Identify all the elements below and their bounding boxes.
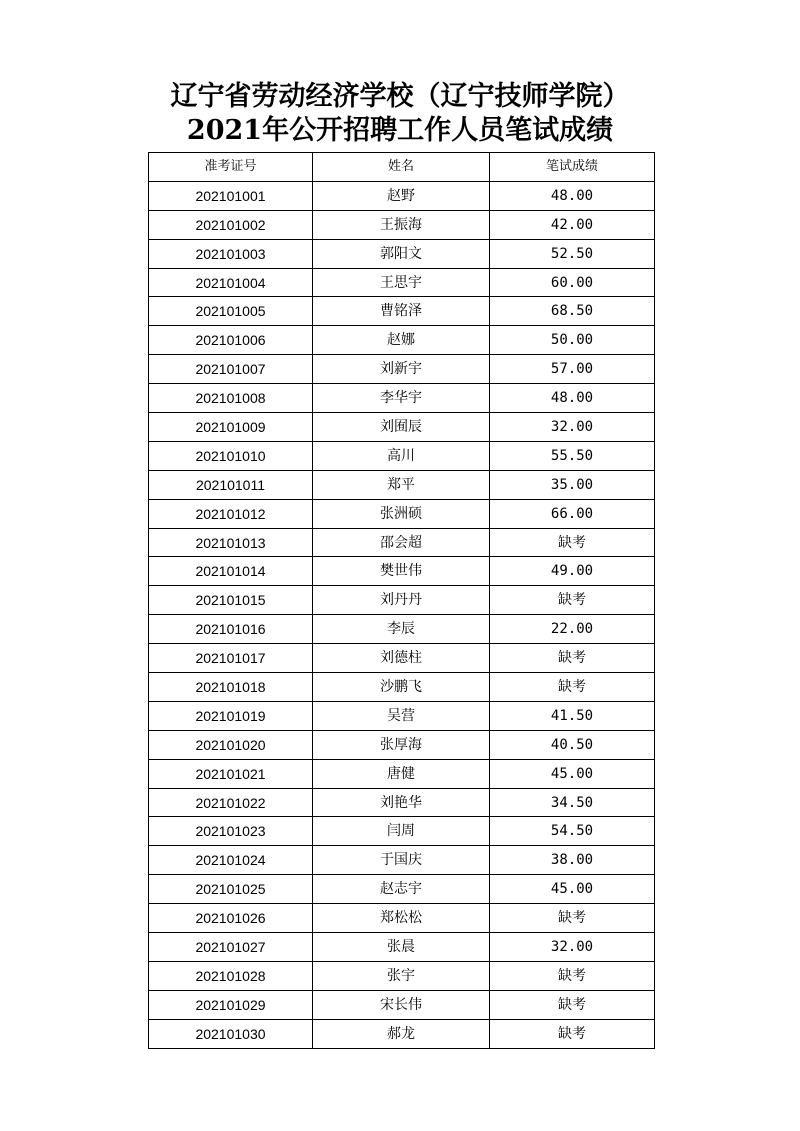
score-cell: 57.00 (490, 355, 655, 384)
table-row (149, 846, 655, 875)
exam-number-cell: 202101012 (149, 499, 313, 528)
name-cell: 刘新宇 (313, 355, 490, 384)
exam-number-cell: 202101021 (149, 759, 313, 788)
score-cell: 缺考 (490, 961, 655, 990)
table-row (149, 961, 655, 990)
page-subtitle: 2021年公开招聘工作人员笔试成绩 (186, 115, 614, 146)
name-cell: 张晨 (313, 933, 490, 962)
exam-number-cell: 202101004 (149, 268, 313, 297)
name-cell: 吴营 (313, 701, 490, 730)
exam-number-cell: 202101013 (149, 528, 313, 557)
exam-number-cell: 202101006 (149, 326, 313, 355)
table-row (149, 239, 655, 268)
table-row (149, 759, 655, 788)
table-row (149, 413, 655, 442)
table-row (149, 701, 655, 730)
score-cell: 缺考 (490, 528, 655, 557)
header-score: 笔试成绩 (490, 153, 655, 182)
name-cell: 刘德柱 (313, 644, 490, 673)
table-row (149, 268, 655, 297)
score-cell: 45.00 (490, 759, 655, 788)
score-cell: 32.00 (490, 933, 655, 962)
name-cell: 郭阳文 (313, 239, 490, 268)
name-cell: 沙鹏飞 (313, 673, 490, 702)
name-cell: 张洲硕 (313, 499, 490, 528)
score-cell: 38.00 (490, 846, 655, 875)
table-row (149, 441, 655, 470)
name-cell: 李华宇 (313, 384, 490, 413)
score-cell: 35.00 (490, 470, 655, 499)
score-table (148, 152, 655, 1049)
score-cell: 55.50 (490, 441, 655, 470)
table-row (149, 644, 655, 673)
table-row (149, 673, 655, 702)
name-cell: 赵娜 (313, 326, 490, 355)
table-row (149, 384, 655, 413)
exam-number-cell: 202101017 (149, 644, 313, 673)
table-row (149, 904, 655, 933)
name-cell: 郑松松 (313, 904, 490, 933)
table-row (149, 355, 655, 384)
table-header-row (149, 153, 655, 182)
name-cell: 刘丹丹 (313, 586, 490, 615)
exam-number-cell: 202101029 (149, 990, 313, 1019)
score-cell: 48.00 (490, 384, 655, 413)
exam-number-cell: 202101001 (149, 181, 313, 210)
header-name: 姓名 (313, 153, 490, 182)
exam-number-cell: 202101030 (149, 1019, 313, 1048)
score-cell: 66.00 (490, 499, 655, 528)
exam-number-cell: 202101018 (149, 673, 313, 702)
header-exam-number: 准考证号 (149, 153, 313, 182)
score-cell: 54.50 (490, 817, 655, 846)
score-cell: 49.00 (490, 557, 655, 586)
table-row (149, 1019, 655, 1048)
exam-number-cell: 202101026 (149, 904, 313, 933)
score-cell: 34.50 (490, 788, 655, 817)
table-row (149, 817, 655, 846)
exam-number-cell: 202101015 (149, 586, 313, 615)
exam-number-cell: 202101024 (149, 846, 313, 875)
name-cell: 赵志宇 (313, 875, 490, 904)
name-cell: 刘艳华 (313, 788, 490, 817)
name-cell: 宋长伟 (313, 990, 490, 1019)
exam-number-cell: 202101008 (149, 384, 313, 413)
score-cell: 48.00 (490, 181, 655, 210)
name-cell: 刘囿辰 (313, 413, 490, 442)
exam-number-cell: 202101028 (149, 961, 313, 990)
exam-number-cell: 202101023 (149, 817, 313, 846)
table-row (149, 297, 655, 326)
score-cell: 68.50 (490, 297, 655, 326)
exam-number-cell: 202101014 (149, 557, 313, 586)
score-cell: 40.50 (490, 730, 655, 759)
score-cell: 42.00 (490, 210, 655, 239)
name-cell: 郝龙 (313, 1019, 490, 1048)
table-row (149, 730, 655, 759)
score-cell: 52.50 (490, 239, 655, 268)
exam-number-cell: 202101003 (149, 239, 313, 268)
score-cell: 缺考 (490, 644, 655, 673)
name-cell: 高川 (313, 441, 490, 470)
table-row (149, 586, 655, 615)
name-cell: 邵会超 (313, 528, 490, 557)
table-row (149, 470, 655, 499)
score-cell: 缺考 (490, 1019, 655, 1048)
score-cell: 45.00 (490, 875, 655, 904)
exam-number-cell: 202101009 (149, 413, 313, 442)
name-cell: 张宇 (313, 961, 490, 990)
page-title: 辽宁省劳动经济学校（辽宁技师学院） (170, 81, 630, 112)
exam-number-cell: 202101025 (149, 875, 313, 904)
exam-number-cell: 202101016 (149, 615, 313, 644)
exam-number-cell: 202101022 (149, 788, 313, 817)
name-cell: 于国庆 (313, 846, 490, 875)
exam-number-cell: 202101020 (149, 730, 313, 759)
score-cell: 50.00 (490, 326, 655, 355)
table-row (149, 528, 655, 557)
table-row (149, 181, 655, 210)
exam-number-cell: 202101011 (149, 470, 313, 499)
exam-number-cell: 202101002 (149, 210, 313, 239)
name-cell: 赵野 (313, 181, 490, 210)
table-row (149, 990, 655, 1019)
score-cell: 缺考 (490, 904, 655, 933)
table-row (149, 499, 655, 528)
score-cell: 32.00 (490, 413, 655, 442)
table-row (149, 326, 655, 355)
name-cell: 曹铭泽 (313, 297, 490, 326)
table-row (149, 933, 655, 962)
score-cell: 缺考 (490, 990, 655, 1019)
score-cell: 41.50 (490, 701, 655, 730)
exam-number-cell: 202101027 (149, 933, 313, 962)
name-cell: 郑平 (313, 470, 490, 499)
exam-number-cell: 202101010 (149, 441, 313, 470)
name-cell: 闫周 (313, 817, 490, 846)
name-cell: 王振海 (313, 210, 490, 239)
name-cell: 李辰 (313, 615, 490, 644)
exam-number-cell: 202101005 (149, 297, 313, 326)
table-row (149, 615, 655, 644)
name-cell: 王思宇 (313, 268, 490, 297)
table-row (149, 210, 655, 239)
score-cell: 缺考 (490, 586, 655, 615)
name-cell: 唐健 (313, 759, 490, 788)
table-row (149, 557, 655, 586)
exam-number-cell: 202101019 (149, 701, 313, 730)
score-cell: 22.00 (490, 615, 655, 644)
score-cell: 60.00 (490, 268, 655, 297)
table-row (149, 875, 655, 904)
name-cell: 张厚海 (313, 730, 490, 759)
score-cell: 缺考 (490, 673, 655, 702)
exam-number-cell: 202101007 (149, 355, 313, 384)
table-row (149, 788, 655, 817)
name-cell: 樊世伟 (313, 557, 490, 586)
